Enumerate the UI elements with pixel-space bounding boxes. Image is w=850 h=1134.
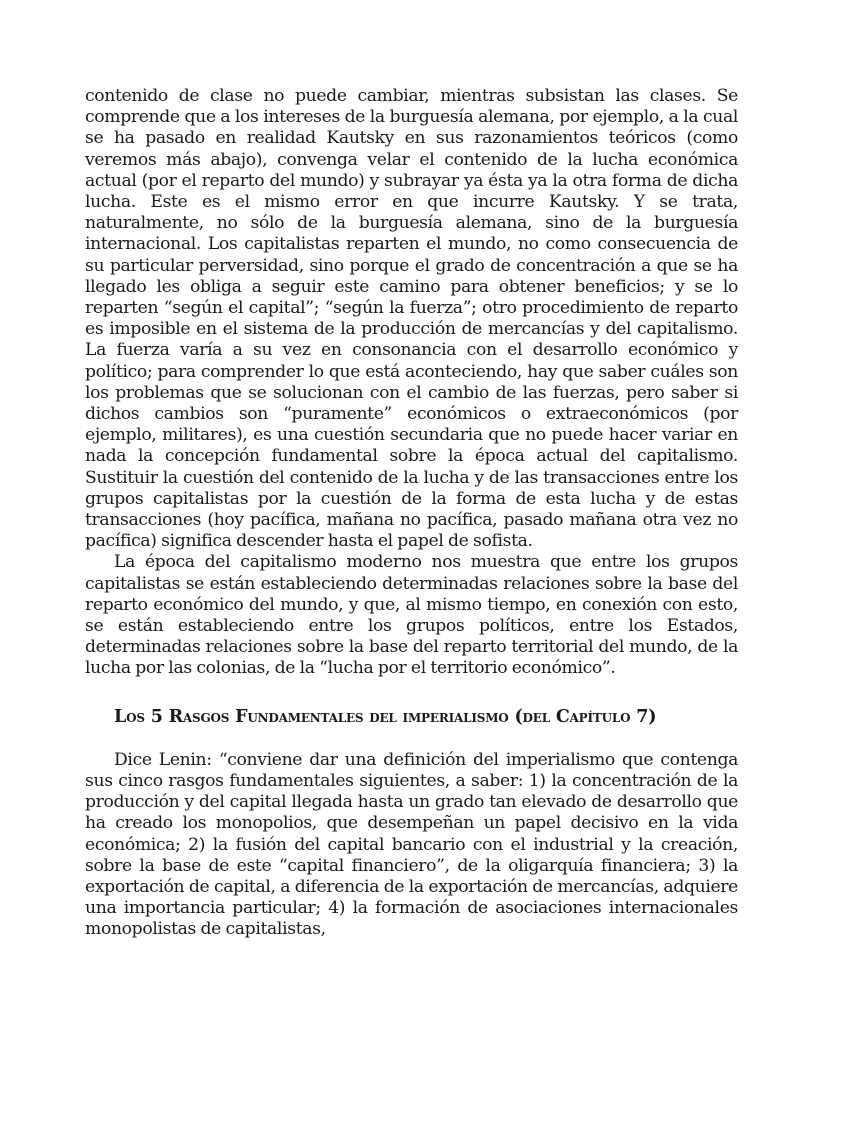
section-heading: Los 5 Rasgos Fundamentales del imperialismo (del Capítulo 7): [114, 706, 657, 727]
body-paragraph: contenido de clase no puede cambiar, mientras subsistan las clases. Se comprende que a los intereses de la burguesía alemana, por ejemplo, a la cual se ha pasado en realidad Kautsky en sus razonamientos teóricos (como veremos más abajo), convenga velar el contenido de la lucha económica actual (por el reparto del mundo) y subrayar ya ésta ya la otra forma de dicha lucha. Este es el mismo error en que incurre Kautsky. Y se trata, naturalmente, no sólo de la burguesía alemana, sino de la burguesía internacional. Los capitalistas reparten el mundo, no como consecuencia de su particular perversidad, sino porque el grado de concentración a que se ha llegado les obliga a seguir este camino para obtener beneficios; y se lo reparten “según el capital”; “según la fuerza”; otro procedimiento de reparto es imposible en el sistema de la producción de mercancías y del capitalismo. La fuerza varía a su vez en consonancia con el desarrollo económico y político; para comprender lo que está aconteciendo, hay que saber cuáles son los problemas que se solucionan con el cambio de las fuerzas, pero saber si dichos cambios son “puramente” económicos o extraeconómicos (por ejemplo, militares), es una cuestión secundaria que no puede hacer variar en nada la concepción fundamental sobre la época actual del capitalismo. Sustituir la cuestión del contenido de la lucha y de las transacciones entre los grupos capitalistas por la cuestión de la forma de esta lucha y de estas transacciones (hoy pacífica, mañana no pacífica, pasado mañana otra vez no pacífica) significa descender hasta el papel de sofista.: [85, 86, 738, 552]
body-paragraph: La época del capitalismo moderno nos muestra que entre los grupos capitalistas se están estableciendo determinadas relaciones sobre la base del reparto económico del mundo, y que, al mismo tiempo, en conexión con esto, se están estableciendo entre los grupos políticos, entre los Estados, determinadas relaciones sobre la base del reparto territorial del mundo, de la lucha por las colonias, de la “lucha por el territorio económico”.: [85, 552, 738, 679]
body-paragraph: Dice Lenin: “conviene dar una definición del imperialismo que contenga sus cinco rasgos fundamentales siguientes, a saber: 1) la concentración de la producción y del capital llegada hasta un grado tan elevado de desarrollo que ha creado los monopolios, que desempeñan un papel decisivo en la vida económica; 2) la fusión del capital bancario con el industrial y la creación, sobre la base de este “capital financiero”, de la oligarquía financiera; 3) la exportación de capital, a diferencia de la exportación de mercancías, adquiere una importancia particular; 4) la formación de asociaciones internacionales monopolistas de capitalistas,: [85, 749, 738, 940]
document-page: [85, 86, 738, 941]
